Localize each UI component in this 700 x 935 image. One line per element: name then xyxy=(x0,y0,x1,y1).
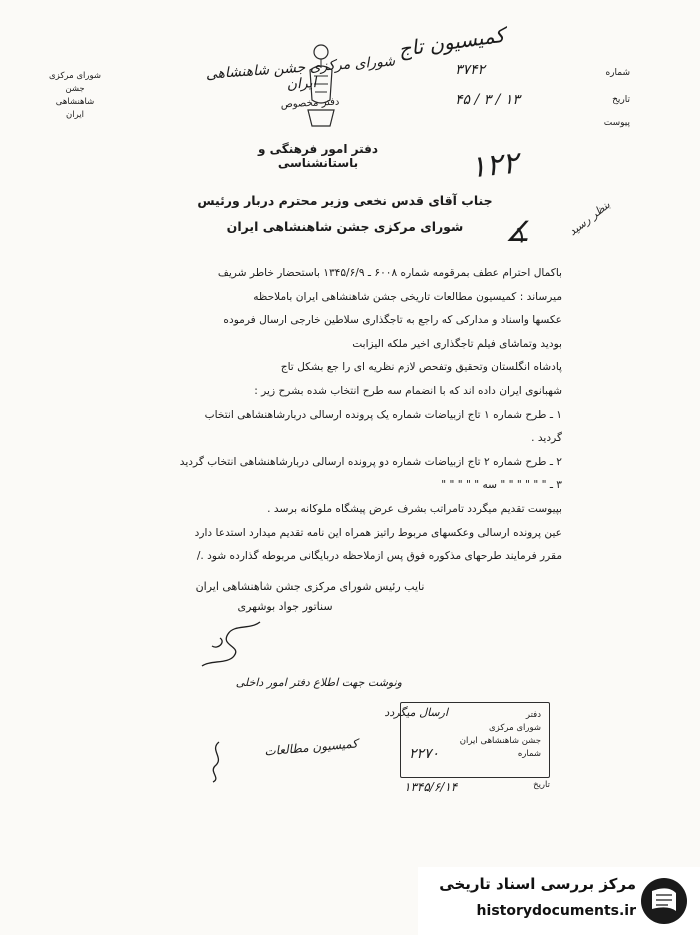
body-line: میرساند : کمیسیون مطالعات تاریخی جشن شاهنشاهی ایران باملاحظه xyxy=(253,290,562,303)
letter-number: ۳۷۴۲ xyxy=(455,62,486,78)
watermark xyxy=(418,867,700,935)
scroll-logo-icon xyxy=(638,875,690,927)
body-line: گردید . xyxy=(531,432,562,445)
signatory-name: سناتور جواد بوشهری xyxy=(237,600,333,613)
body-line: بپیوست تقدیم میگردد تامراتب بشرف عرض پیشگاه ملوکانه برسد . xyxy=(267,502,562,515)
left-stamp xyxy=(36,70,114,122)
routing-note: کمیسیون مطالعات xyxy=(263,736,359,759)
org-subtitle: دفتر مخصوص xyxy=(280,96,340,111)
attachment-label: پیوست xyxy=(603,118,630,128)
signatory-title: نایب رئیس شورای مرکزی جشن شاهنشاهی ایران xyxy=(195,580,425,593)
routing-note: ونوشت جهت اطلاع دفتر امور داخلی xyxy=(235,676,402,689)
body-line: پادشاه انگلستان وتحقیق وتفحص لازم نظریه ای را جع بشکل تاج xyxy=(280,361,562,374)
body-line: شهبانوی ایران داده اند که با انضمام سه طرح انتخاب شده بشرح زیر : xyxy=(254,384,562,397)
body-line: ۱ ـ طرح شماره ۱ تاج ازبیاضات شماره یک پرونده ارسالی دربارشاهنشاهی انتخاب xyxy=(204,408,562,421)
receipt-line: دفتر xyxy=(525,710,541,720)
left-stamp-line: جشن xyxy=(65,84,85,94)
office-name: دفتر امور فرهنگی و باستانشناسی xyxy=(257,142,378,170)
body-line: ۲ ـ طرح شماره ۲ تاج ازبیاضات شماره دو پرونده ارسالی دربارشاهنشاهی انتخاب گردید xyxy=(179,455,562,468)
body-line: باکمال احترام عطف بمرقومه شماره ۶۰۰۸ ـ ۱۳۴۵/۶/۹ باستحضار خاطر شریف xyxy=(217,267,562,279)
routing-note: ارسال میگردد xyxy=(384,706,448,719)
addressee-line: جناب آقای قدس نخعی وزیر محترم دربار ورئیس xyxy=(197,193,493,208)
receipt-number: ۲۲۷۰ xyxy=(409,746,440,762)
body-line: عکسها واسناد و مدارکی که راجع به تاجگذاری سلاطین خارجی ارسال فرموده xyxy=(223,314,562,327)
org-title: شورای مرکزی جشن شاهنشاهی ایران xyxy=(205,53,396,93)
letter-date: ۱۳ / ۳ / ۴۵ xyxy=(455,92,520,108)
watermark-url: historydocuments.ir xyxy=(476,903,636,919)
handwritten-scribble-icon xyxy=(205,740,229,784)
addressee-line: شورای مرکزی جشن شاهنشاهی ایران xyxy=(226,219,464,234)
date-label: تاریخ xyxy=(612,95,630,105)
handwritten-signature-icon xyxy=(190,616,270,670)
receipt-number-label: شماره xyxy=(517,749,541,759)
receipt-line: جشن شاهنشاهی ایران xyxy=(459,736,541,746)
number-label: شماره xyxy=(605,68,630,78)
handwritten-file-number: ۱۲۲ xyxy=(468,145,521,186)
left-stamp-line: شاهنشاهی xyxy=(55,97,95,107)
letter-body xyxy=(90,262,562,569)
body-line: عین پرونده ارسالی وعکسهای مربوط راتیز همراه این نامه تقدیم میدارد استدعا دارد xyxy=(194,526,562,539)
receipt-stamp xyxy=(400,702,550,778)
left-stamp-line: شورای مرکزی xyxy=(49,71,101,81)
watermark-name: مرکز بررسی اسناد تاریخی xyxy=(439,875,636,893)
handwritten-mark-icon: ∡ xyxy=(505,215,531,248)
receipt-date-label: تاریخ xyxy=(533,780,550,790)
margin-handwritten-note: بنظر رسید xyxy=(566,198,613,239)
handwritten-commission-note: کمیسیون تاج xyxy=(396,22,507,62)
receipt-date: ۱۳۴۵/۶/۱۴ xyxy=(404,780,458,794)
body-line: بودید وتماشای فیلم تاجگذاری اخیر ملکه الیزابت xyxy=(352,337,562,350)
addressee xyxy=(190,188,500,240)
body-line: ۳ ـ " " " " " " سه " " " " " xyxy=(441,479,562,492)
left-stamp-line: ایران xyxy=(65,110,85,120)
body-line: مقرر فرمایند طرحهای مذکوره فوق پس ازملاحظه دربایگانی مربوطه گذارده شود ./ xyxy=(196,550,562,563)
receipt-line: شورای مرکزی xyxy=(489,723,541,733)
receipt-date-row xyxy=(404,780,550,794)
